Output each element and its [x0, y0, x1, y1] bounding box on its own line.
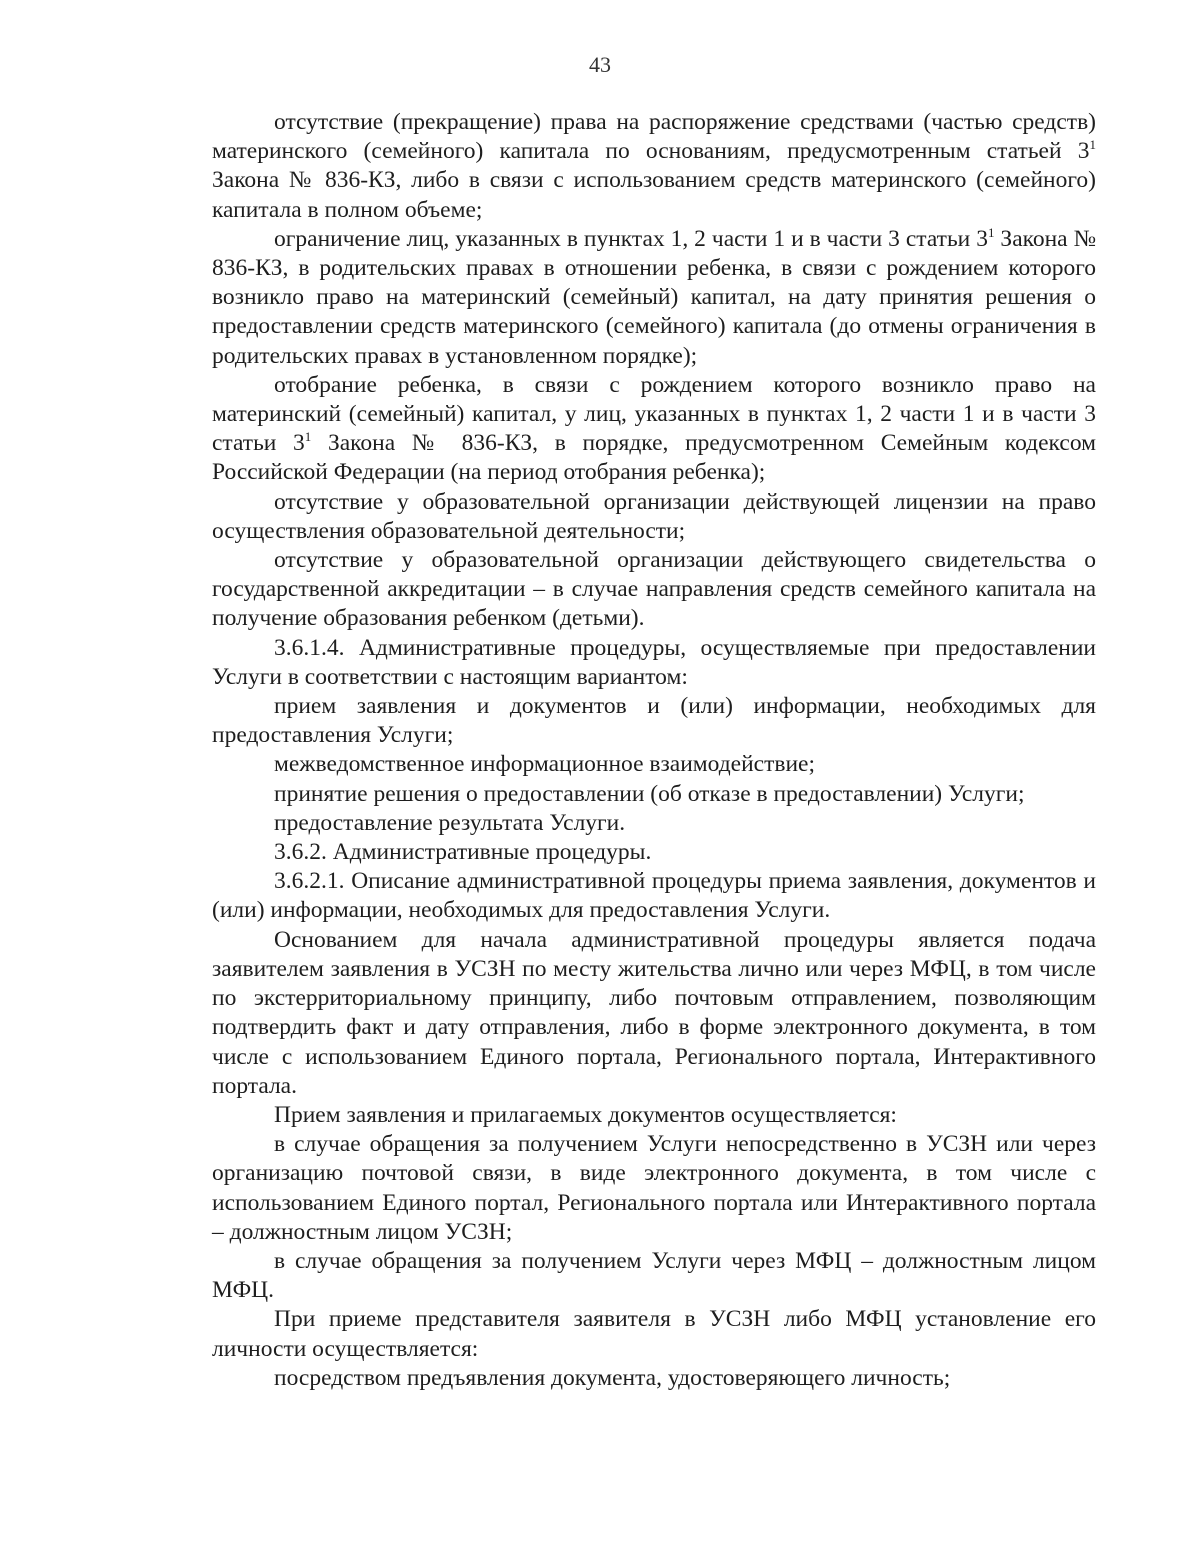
paragraph-text: посредством предъявления документа, удостоверяющего личность; — [274, 1364, 951, 1391]
paragraph — [212, 634, 1096, 692]
paragraph-text: Закона № 836-КЗ, в родительских правах в отношении ребенка, в связи с рождением которого возникло право на материнский (семейный) капитал, на дату принятия решения о предоставлении средств материнского (семейного) капитала (до отмены ограничения в родительских правах в установленном порядке); — [212, 225, 1096, 369]
paragraph-text: отсутствие у образовательной организации действующего свидетельства о государственной аккредитации – в случае направления средств семейного капитала на получение образования ребенком (детьми). — [212, 547, 1096, 632]
page-body — [212, 108, 1096, 1393]
paragraph-text: Закона № 836-КЗ, в порядке, предусмотренном Семейным кодексом Российской Федерации (на период отобрания ребенка); — [212, 430, 1096, 486]
paragraph-text: Прием заявления и прилагаемых документов осуществляется: — [274, 1101, 897, 1128]
paragraph — [212, 488, 1096, 546]
paragraph-text: принятие решения о предоставлении (об отказе в предоставлении) Услуги; — [274, 780, 1025, 807]
paragraph — [212, 1305, 1096, 1363]
paragraph-text: 3.6.2. Административные процедуры. — [274, 839, 652, 866]
paragraph — [212, 692, 1096, 750]
paragraph-text: отсутствие у образовательной организации действующей лицензии на право осуществления образовательной деятельности; — [212, 488, 1096, 544]
paragraph-text: отсутствие (прекращение) права на распоряжение средствами (частью средств) материнского (семейного) капитала по основаниям, предусмотренным статьей 3 — [212, 109, 1096, 165]
paragraph-text: При приеме представителя заявителя в УСЗН либо МФЦ установление его личности осуществляется: — [212, 1306, 1096, 1362]
paragraph-text: межведомственное информационное взаимодействие; — [274, 751, 816, 778]
paragraph-text: прием заявления и документов и (или) информации, необходимых для предоставления Услуги; — [212, 693, 1096, 749]
superscript: 1 — [1089, 137, 1096, 153]
superscript: 1 — [304, 429, 312, 445]
paragraph — [212, 1130, 1096, 1247]
paragraph — [212, 1101, 1096, 1130]
paragraph — [212, 546, 1096, 634]
paragraph-text: 3.6.2.1. Описание административной процедуры приема заявления, документов и (или) информации, необходимых для предоставления Услуги. — [212, 868, 1096, 924]
page-number: 43 — [589, 52, 611, 77]
paragraph-text: Закона № 836-КЗ, либо в связи с использованием средств материнского (семейного) капитала в полном объеме; — [212, 167, 1096, 223]
paragraph-text: ограничение лиц, указанных в пунктах 1, 2 части 1 и в части 3 статьи 3 — [274, 225, 988, 252]
paragraph — [212, 809, 1096, 838]
paragraph — [212, 371, 1096, 488]
paragraph-text: Основанием для начала административной процедуры является подача заявителем заявления в УСЗН по месту жительства лично или через МФЦ, в том числе по экстерриториальному принципу, либо почтовым отправлением, позволяющим подтвердить факт и дату отправления, либо в форме электронного документа, в том числе с использованием Единого портала, Регионального портала, Интерактивного портала. — [212, 926, 1096, 1099]
paragraph — [212, 1247, 1096, 1305]
paragraph-text: отобрание ребенка, в связи с рождением которого возникло право на материнский (семейный) капитал, у лиц, указанных в пунктах 1, 2 части 1 и в части 3 статьи 3 — [212, 371, 1096, 457]
paragraph-text: в случае обращения за получением Услуги непосредственно в УСЗН или через организацию почтовой связи, в виде электронного документа, в том числе с использованием Единого портал, Регионального портала или Интерактивного портала – должностным лицом УСЗН; — [212, 1131, 1096, 1245]
paragraph-text: в случае обращения за получением Услуги через МФЦ – должностным лицом МФЦ. — [212, 1247, 1096, 1304]
paragraph-text: предоставление результата Услуги. — [274, 809, 626, 836]
paragraph — [212, 780, 1096, 809]
paragraph — [212, 750, 1096, 779]
paragraph — [212, 1364, 1096, 1393]
paragraph — [212, 838, 1096, 867]
paragraph-text: 3.6.1.4. Административные процедуры, осуществляемые при предоставлении Услуги в соответствии с настоящим вариантом: — [212, 634, 1096, 690]
paragraph — [212, 867, 1096, 925]
paragraph — [212, 926, 1096, 1101]
paragraph — [212, 225, 1096, 371]
paragraph — [212, 108, 1096, 225]
superscript: 1 — [987, 224, 995, 240]
